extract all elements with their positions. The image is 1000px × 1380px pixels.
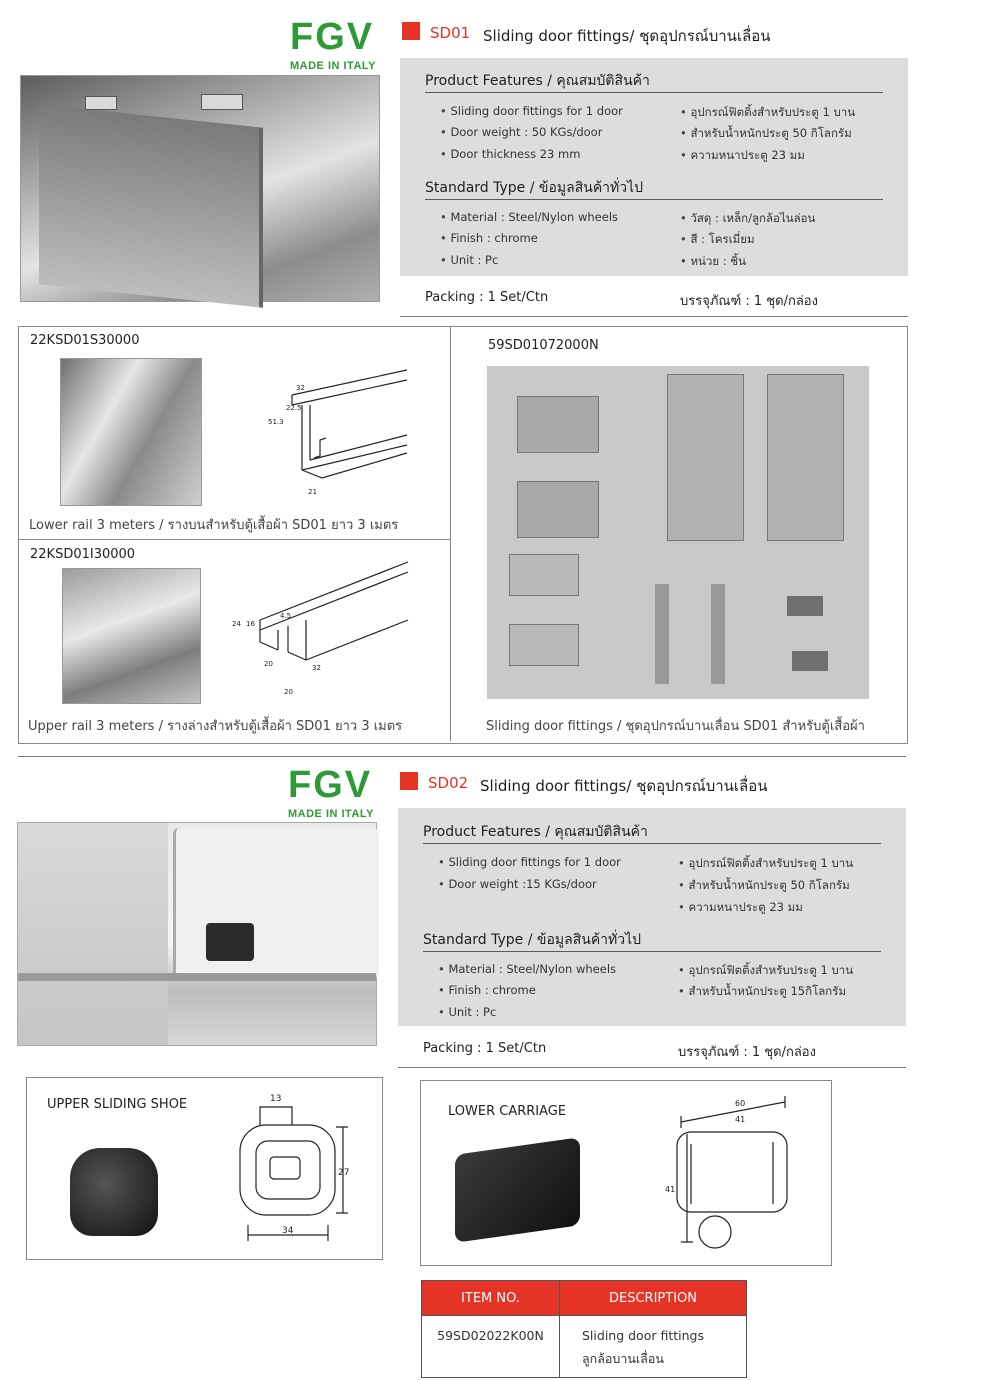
sd01-standard-left: • Material : Steel/Nylon wheels bbox=[440, 210, 618, 224]
sd02-packing: Packing : 1 Set/Ctn bbox=[423, 1041, 547, 1056]
sd02-door-photo bbox=[17, 822, 377, 1046]
dim-label: 20 bbox=[264, 660, 273, 668]
upper-rail-code: 22KSD01I30000 bbox=[30, 547, 136, 562]
dim-label: 34 bbox=[282, 1226, 294, 1236]
column-header-item-no: ITEM NO. bbox=[422, 1281, 560, 1316]
sd01-door-photo bbox=[20, 75, 380, 302]
made-in-italy-label: MADE IN ITALY bbox=[288, 808, 374, 820]
dim-label: 41 bbox=[735, 1115, 746, 1124]
divider bbox=[398, 1067, 906, 1068]
upper-sliding-shoe-drawing bbox=[228, 1085, 363, 1245]
description-line: ลูกล้อบานเลื่อน bbox=[582, 1351, 664, 1366]
sd01-feature-left: • Door thickness 23 mm bbox=[440, 147, 580, 161]
divider bbox=[450, 327, 451, 741]
sd01-packing-th: บรรจุภัณฑ์ : 1 ชุด/กล่อง bbox=[680, 294, 818, 309]
sd01-standard-right: • วัสดุ : เหล็ก/ลูกล้อไนล่อน bbox=[680, 210, 815, 228]
sd02-title: Sliding door fittings/ ชุดอุปกรณ์บานเลื่อน bbox=[480, 777, 768, 795]
sd01-feature-left: • Door weight : 50 KGs/door bbox=[440, 125, 602, 139]
sd01-standard-right: • สี : โครเมี่ยม bbox=[680, 231, 755, 249]
sd02-standard-left: • Unit : Pc bbox=[438, 1005, 496, 1019]
upper-rail-drawing bbox=[228, 560, 413, 705]
divider bbox=[423, 843, 881, 844]
dim-label: 60 bbox=[735, 1099, 746, 1108]
dim-label: 4.5 bbox=[280, 612, 292, 620]
divider bbox=[19, 539, 450, 540]
sd01-product-features-heading: Product Features / คุณสมบัติสินค้า bbox=[425, 73, 650, 89]
divider bbox=[425, 199, 883, 200]
section-marker-icon bbox=[402, 22, 420, 40]
sd02-feature-right: • อุปกรณ์ฟิตติ้งสำหรับประตู 1 บาน bbox=[678, 855, 853, 873]
sd01-standard-left: • Unit : Pc bbox=[440, 253, 498, 267]
upper-rail-photo bbox=[62, 568, 201, 704]
sd01-code: SD01 bbox=[430, 24, 471, 42]
sd01-feature-right: • สำหรับน้ำหนักประตู 50 กิโลกรัม bbox=[680, 125, 852, 143]
dim-label: 32 bbox=[312, 664, 321, 672]
divider bbox=[400, 316, 908, 317]
lower-carriage-drawing bbox=[655, 1092, 805, 1252]
lower-rail-photo bbox=[60, 358, 202, 506]
upper-sliding-shoe-photo bbox=[70, 1148, 158, 1236]
item-table bbox=[421, 1280, 747, 1378]
sd01-feature-right: • อุปกรณ์ฟิตติ้งสำหรับประตู 1 บาน bbox=[680, 104, 855, 122]
dim-label: 51.3 bbox=[268, 418, 284, 426]
dim-label: 20 bbox=[284, 688, 293, 696]
fittings-code: 59SD01072000N bbox=[488, 338, 599, 353]
made-in-italy-label: MADE IN ITALY bbox=[290, 60, 376, 72]
table-row bbox=[422, 1316, 747, 1378]
sd02-code: SD02 bbox=[428, 774, 469, 792]
sd02-packing-th: บรรจุภัณฑ์ : 1 ชุด/กล่อง bbox=[678, 1045, 816, 1060]
sd01-standard-type-heading: Standard Type / ข้อมูลสินค้าทั่วไป bbox=[425, 180, 644, 196]
description-cell bbox=[560, 1316, 747, 1378]
dim-label: 27 bbox=[338, 1168, 350, 1178]
lower-rail-caption: Lower rail 3 meters / รางบนสำหรับตู้เสื้อผ้า SD01 ยาว 3 เมตร bbox=[29, 518, 399, 533]
dim-label: 13 bbox=[270, 1094, 282, 1104]
fittings-photo bbox=[487, 366, 869, 699]
description-line: Sliding door fittings bbox=[582, 1328, 704, 1343]
lower-rail-drawing bbox=[262, 360, 412, 500]
sd02-feature-right: • สำหรับน้ำหนักประตู 50 กิโลกรัม bbox=[678, 877, 850, 895]
section-divider bbox=[18, 756, 906, 757]
sd02-standard-left: • Finish : chrome bbox=[438, 983, 536, 997]
sd02-standard-right: • อุปกรณ์ฟิตติ้งสำหรับประตู 1 บาน bbox=[678, 962, 853, 980]
dim-label: 21 bbox=[308, 488, 317, 496]
lower-rail-code: 22KSD01S30000 bbox=[30, 333, 140, 348]
dim-label: 22.5 bbox=[286, 404, 302, 412]
brand-logo-bottom bbox=[288, 766, 388, 820]
sd02-feature-left: • Door weight :15 KGs/door bbox=[438, 877, 597, 891]
column-header-description: DESCRIPTION bbox=[560, 1281, 747, 1316]
divider bbox=[423, 951, 881, 952]
section-marker-icon bbox=[400, 772, 418, 790]
sd02-standard-type-heading: Standard Type / ข้อมูลสินค้าทั่วไป bbox=[423, 932, 642, 948]
sd02-feature-left: • Sliding door fittings for 1 door bbox=[438, 855, 621, 869]
sd01-standard-right: • หน่วย : ชิ้น bbox=[680, 253, 746, 271]
sd02-product-features-heading: Product Features / คุณสมบัติสินค้า bbox=[423, 824, 648, 840]
sd02-standard-left: • Material : Steel/Nylon wheels bbox=[438, 962, 616, 976]
fittings-caption: Sliding door fittings / ชุดอุปกรณ์บานเลื่อน SD01 สำหรับตู้เสื้อผ้า bbox=[486, 719, 865, 734]
item-no-cell: 59SD02022K00N bbox=[422, 1316, 560, 1378]
fgv-logo: FGV bbox=[288, 764, 373, 806]
brand-logo-top bbox=[290, 18, 390, 72]
upper-rail-caption: Upper rail 3 meters / รางล่างสำหรับตู้เสื้อผ้า SD01 ยาว 3 เมตร bbox=[28, 719, 403, 734]
fgv-logo: FGV bbox=[290, 16, 375, 58]
upper-sliding-shoe-label: UPPER SLIDING SHOE bbox=[47, 1097, 188, 1112]
sd01-feature-left: • Sliding door fittings for 1 door bbox=[440, 104, 623, 118]
lower-carriage-photo bbox=[455, 1137, 580, 1243]
sd01-feature-right: • ความหนาประตู 23 มม bbox=[680, 147, 805, 165]
sd02-standard-right: • สำหรับน้ำหนักประตู 15กิโลกรัม bbox=[678, 983, 846, 1001]
dim-label: 32 bbox=[296, 384, 305, 392]
dim-label: 24 bbox=[232, 620, 241, 628]
divider bbox=[425, 92, 883, 93]
sd01-packing: Packing : 1 Set/Ctn bbox=[425, 290, 549, 305]
dim-label: 41 bbox=[665, 1185, 676, 1194]
lower-carriage-label: LOWER CARRIAGE bbox=[448, 1104, 567, 1119]
sd01-title: Sliding door fittings/ ชุดอุปกรณ์บานเลื่อน bbox=[483, 27, 771, 45]
sd01-standard-left: • Finish : chrome bbox=[440, 231, 538, 245]
dim-label: 16 bbox=[246, 620, 255, 628]
sd02-feature-right: • ความหนาประตู 23 มม bbox=[678, 899, 803, 917]
